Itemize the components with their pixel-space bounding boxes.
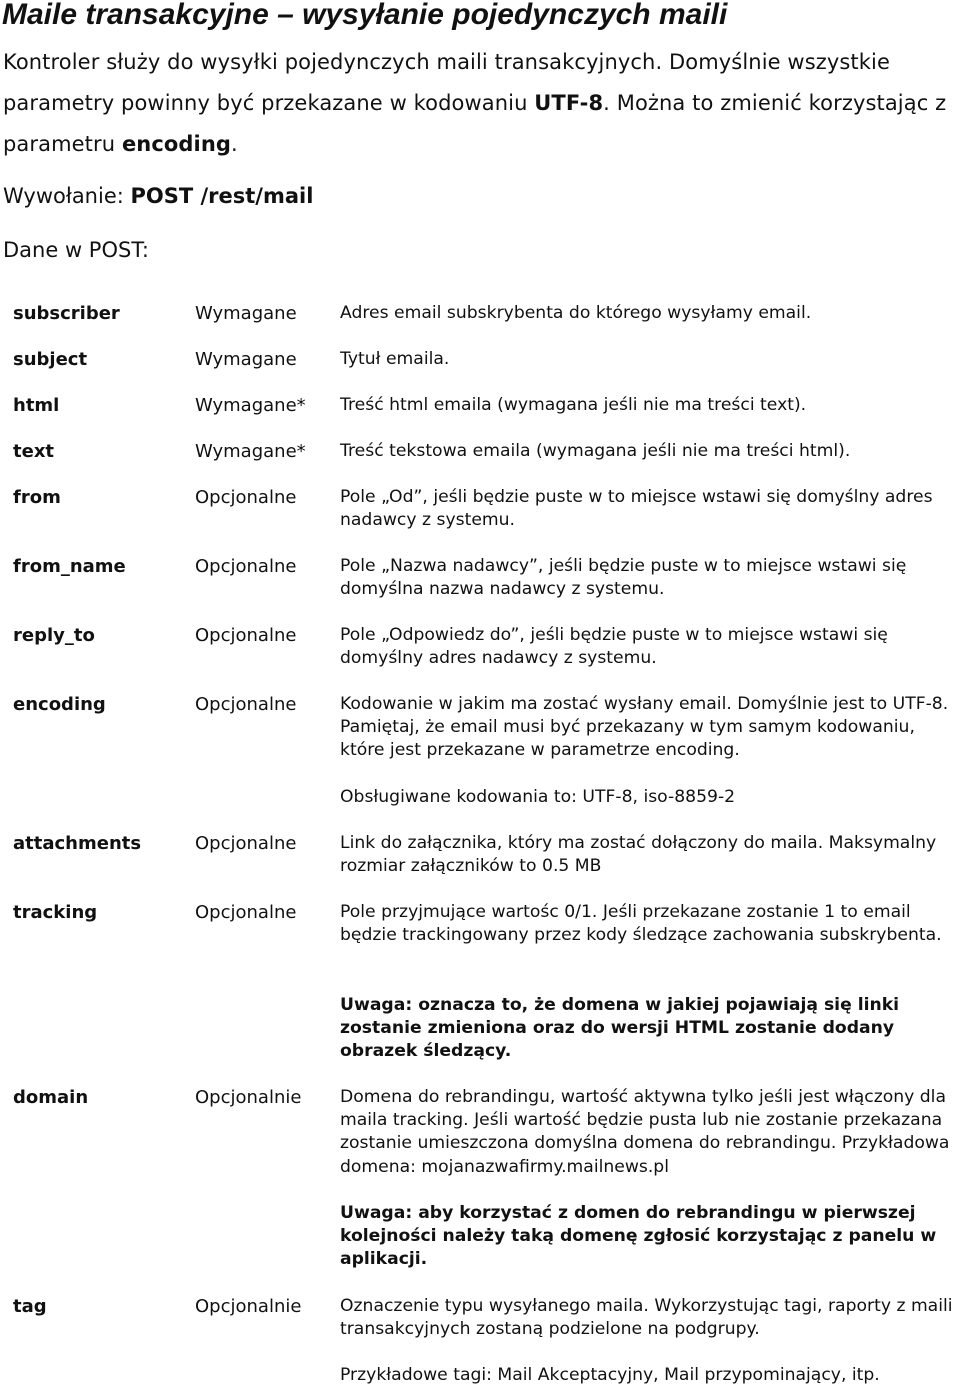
param-name: text (13, 441, 55, 462)
page-title: Maile transakcyjne – wysyłanie pojedynczych maili (2, 0, 728, 31)
call-label: Wywołanie: (3, 184, 131, 208)
param-description: Pole „Odpowiedz do”, jeśli będzie puste w to miejsce wstawi się domyślny adres nadawcy z systemu. (340, 625, 888, 669)
param-requirement: Wymagane (195, 349, 297, 370)
param-name: from_name (13, 556, 126, 577)
param-requirement: Opcjonalne (195, 556, 297, 577)
intro-encoding: encoding (121, 132, 232, 156)
intro-text-1: Kontroler służy do wysyłki pojedynczych maili transakcyjnych. Domyślnie wszystkie parametry powinny być przekazane w kodowaniu (3, 50, 890, 115)
param-name: from (13, 487, 61, 508)
param-requirement: Wymagane* (195, 441, 306, 462)
domain-warning-note: Uwaga: aby korzystać z domen do rebrandingu w pierwszej kolejności należy taką domenę zgłosić korzystając z panelu w aplikacji. (340, 1203, 937, 1270)
param-name: tracking (13, 902, 98, 923)
param-name: subject (13, 349, 88, 370)
intro-utf8: UTF-8 (534, 91, 604, 115)
param-description: Pole „Nazwa nadawcy”, jeśli będzie puste w to miejsce wstawi się domyślna nazwa nadawcy z systemu. (340, 556, 907, 600)
param-name: encoding (13, 694, 106, 715)
tracking-warning-label: Uwaga (340, 995, 406, 1015)
param-description: Treść tekstowa emaila (wymagana jeśli nie ma treści html). (340, 441, 851, 461)
param-name: reply_to (13, 625, 95, 646)
param-requirement: Wymagane (195, 303, 297, 324)
param-description: Tytuł emaila. (340, 349, 450, 369)
param-description: Treść html emaila (wymagana jeśli nie ma treści text). (340, 395, 807, 415)
param-description: Oznaczenie typu wysyłanego maila. Wykorzystując tagi, raporty z maili transakcyjnych zostaną podzielone na podgrupy. (340, 1296, 953, 1340)
param-requirement: Opcjonalnie (195, 1296, 302, 1317)
param-description: Adres email subskrybenta do którego wysyłamy email. (340, 303, 812, 323)
tag-examples-note: Przykładowe tagi: Mail Akceptacyjny, Mail przypominający, itp. (340, 1365, 880, 1385)
post-data-label: Dane w POST: (3, 238, 149, 262)
param-description: Kodowanie w jakim ma zostać wysłany email. Domyślnie jest to UTF-8. Pamiętaj, że email musi być przekazany w tym samym kodowaniu, które jest przekazane w parametrze encoding. (340, 694, 949, 761)
param-name: tag (13, 1296, 47, 1317)
param-requirement: Opcjonalne (195, 487, 297, 508)
encoding-supported-note: Obsługiwane kodowania to: UTF-8, iso-8859-2 (340, 787, 736, 807)
tracking-warning-note (340, 994, 940, 1064)
param-requirement: Opcjonalne (195, 625, 297, 646)
param-name: subscriber (13, 303, 120, 324)
param-description: Pole przyjmujące wartośc 0/1. Jeśli przekazane zostanie 1 to email będzie trackingowany przez kody śledzące zachowania subskrybenta. (340, 902, 942, 946)
param-requirement: Opcjonalnie (195, 1087, 302, 1108)
param-requirement: Opcjonalne (195, 902, 297, 923)
param-description: Domena do rebrandingu, wartość aktywna tylko jeśli jest włączony dla maila tracking. Jeśli wartość będzie pusta lub nie zostanie przekazana zostanie umieszczona domyślna domena do rebrandingu. Przykładowa domena: mojanazwafirmy.mailnews.pl (340, 1087, 950, 1177)
param-description: Pole „Od”, jeśli będzie puste w to miejsce wstawi się domyślny adres nadawcy z systemu. (340, 487, 933, 531)
param-requirement: Opcjonalne (195, 833, 297, 854)
param-name: domain (13, 1087, 89, 1108)
param-requirement: Wymagane* (195, 395, 306, 416)
param-name: attachments (13, 833, 142, 854)
tracking-warning-text: : oznacza to, że domena w jakiej pojawiają się linki zostanie zmieniona oraz do wersji HTML zostanie dodany obrazek śledzący. (340, 995, 900, 1062)
param-description: Link do załącznika, który ma zostać dołączony do maila. Maksymalny rozmiar załączników to 0.5 MB (340, 833, 937, 877)
param-requirement: Opcjonalne (195, 694, 297, 715)
param-name: html (13, 395, 60, 416)
call-endpoint: POST /rest/mail (130, 184, 314, 208)
intro-text-2: . Można to zmienić korzystając z parametru (3, 91, 947, 156)
intro-text-3: . (231, 132, 238, 156)
